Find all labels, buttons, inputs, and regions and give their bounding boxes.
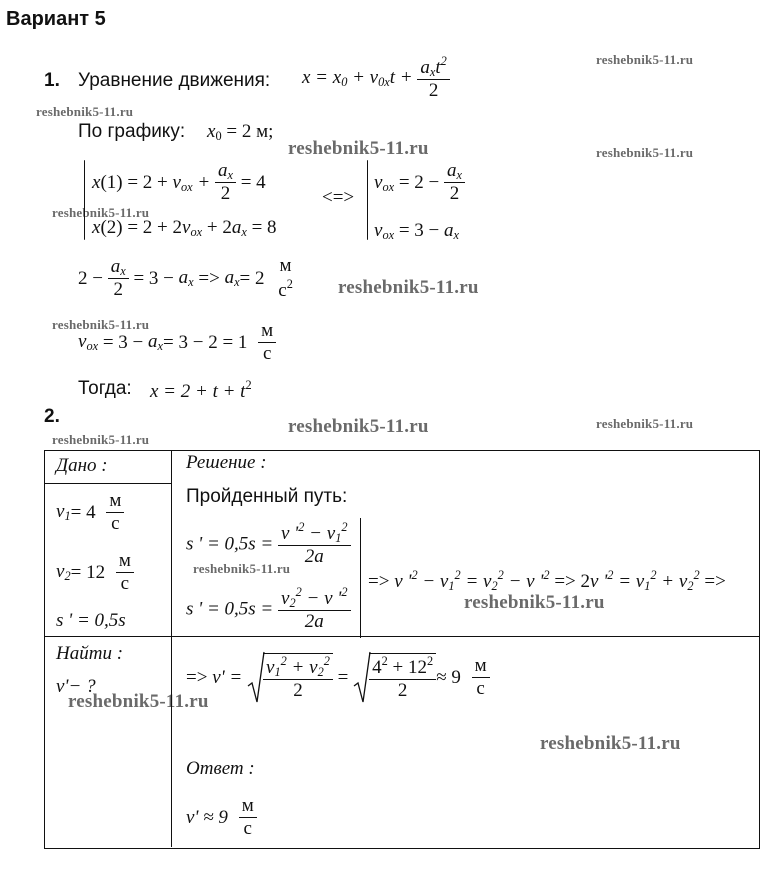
- given-v1: $v_1= 4$ $\frac{м}{с}$: [56, 490, 124, 536]
- system2-eq2: $v_{ox} = 3 - a_x$: [374, 220, 460, 242]
- system-bar: [360, 518, 361, 638]
- watermark: reshebnik5-11.ru: [596, 145, 694, 160]
- table-divider: [171, 636, 759, 637]
- find-value: v'− ?: [56, 676, 96, 697]
- solution-label: Решение :: [186, 452, 267, 473]
- path-label: Пройденный путь:: [186, 486, 348, 507]
- system1-eq2: $x(2) = 2 + 2v_{ox} + 2a_x = 8$: [92, 217, 277, 239]
- problem-2-number: 2.: [44, 406, 60, 427]
- find-label: Найти :: [56, 643, 124, 664]
- watermark: reshebnik5-11.ru: [464, 592, 605, 613]
- watermark: reshebnik5-11.ru: [193, 561, 291, 576]
- watermark: reshebnik5-11.ru: [596, 416, 694, 431]
- watermark: reshebnik5-11.ru: [68, 691, 209, 712]
- answer-label: Ответ :: [186, 758, 255, 779]
- watermark: reshebnik5-11.ru: [288, 138, 429, 159]
- watermark: reshebnik5-11.ru: [36, 104, 134, 119]
- system1-eq1: $x(1) = 2 + v_{ox}$ + $\frac{a_x}{2}$ = 4: [92, 160, 266, 205]
- given-s: s ' = 0,5s: [56, 610, 126, 631]
- motion-equation-label: Уравнение движения:: [78, 70, 271, 91]
- table-divider: [44, 483, 171, 484]
- x0-value: $x_0 = 2$ м;: [207, 121, 274, 143]
- system-brace-right: [367, 160, 368, 240]
- watermark: reshebnik5-11.ru: [596, 52, 694, 67]
- graph-label: По графику:: [78, 121, 186, 142]
- system-brace-left: [84, 160, 85, 240]
- path-eq1: s ' = 0,5s = $\frac{v '^2 - v_1^2}{2a}$: [186, 520, 351, 569]
- vox-equation: $v_{ox} = 3 - a_x= 3 - 2 = 1$ $\frac{м}{с}$: [78, 320, 276, 366]
- equivalence-arrow: <=>: [322, 187, 355, 208]
- watermark: reshebnik5-11.ru: [338, 277, 479, 298]
- given-label: Дано :: [56, 455, 108, 476]
- watermark: reshebnik5-11.ru: [540, 733, 681, 754]
- system2-eq1: $v_{ox} = 2$ − $\frac{a_x}{2}$: [374, 160, 465, 206]
- watermark: reshebnik5-11.ru: [52, 317, 150, 332]
- path-eq2: s ' = 0,5s = $\frac{v_2^2 - v '^2}{2a}$: [186, 585, 351, 634]
- then-label: Тогда:: [78, 378, 132, 399]
- table-divider: [171, 450, 172, 847]
- problem-1-number: 1.: [44, 70, 60, 91]
- derivation: => v '$^2 - v_1^2 = v_2^2 - v$ '$^2 => 2v$ '$^2 = v_1^2 + v_2^2$ =>: [368, 568, 726, 593]
- result-equation: => v' = $\frac{v_1^2 + v_2^2}{2}$ = $\frac{4^2 + 12^2}{2}$ ≈ 9 $\frac{м}{с}$: [186, 650, 490, 706]
- watermark: reshebnik5-11.ru: [288, 416, 429, 437]
- answer-value: v' ≈ 9 $\frac{м}{с}$: [186, 795, 257, 841]
- table-divider: [44, 636, 171, 637]
- final-equation: $x = 2 + t + t^2$: [150, 378, 252, 402]
- watermark: reshebnik5-11.ru: [52, 205, 150, 220]
- watermark: reshebnik5-11.ru: [52, 432, 150, 447]
- motion-equation: $x = x_0 + v_{0x}t$ + $\frac{a_xt^2}{2}$: [302, 54, 450, 103]
- given-v2: $v_2= 12$ $\frac{м}{с}$: [56, 550, 134, 596]
- page-title: Вариант 5: [6, 8, 106, 30]
- ax-equation: 2 − $\frac{a_x}{2}$ = $3 - a_x => a_x= 2$ м $с^2$: [78, 255, 293, 301]
